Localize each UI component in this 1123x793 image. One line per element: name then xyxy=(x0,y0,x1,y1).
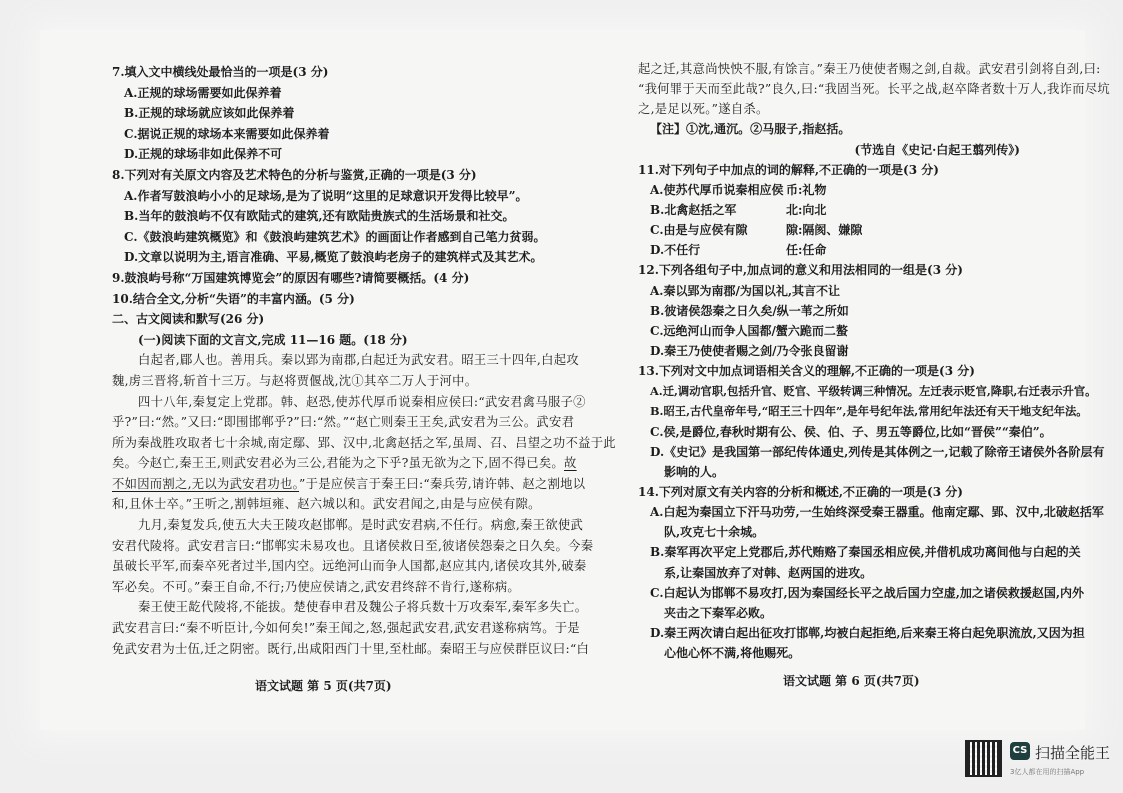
passage-text: 矣。今赵亡,秦王王,则武安君必为三公,君能为之下乎?虽无欲为之下,固不得已矣。 xyxy=(112,456,565,471)
q14-option-b-cont: 系,让秦国放弃了对韩、赵两国的进攻。 xyxy=(664,565,873,580)
section-heading: 二、古文阅读和默写(26 分) xyxy=(112,312,265,327)
q14-option-d-cont: 心他心怀不满,将他赐死。 xyxy=(664,646,801,661)
passage-line: 免武安君为士伍,迁之阴密。既行,出咸阳西门十里,至杜邮。秦昭王与应侯群臣议曰:“白 xyxy=(112,641,590,656)
passage-line xyxy=(112,453,577,474)
question-8: 8.下列对有关原文内容及艺术特色的分析与鉴赏,正确的一项是(3 分) xyxy=(112,167,477,182)
q11-option-a xyxy=(638,180,1050,200)
subsection-heading: (一)阅读下面的文言文,完成 11—16 题。(18 分) xyxy=(138,332,408,347)
page-footer-5: 语文试题 第 5 页(共7页) xyxy=(255,679,392,693)
question-7: 7.填入文中横线处最恰当的一项是(3 分) xyxy=(112,65,329,79)
q13-option-c: C.侯,是爵位,春秋时期有公、侯、伯、子、男五等爵位,比如“晋侯”“秦伯”。 xyxy=(650,424,1052,439)
option-gloss: 隙:隔阂、嫌隙 xyxy=(786,223,863,238)
passage-line: 魏,虏三晋将,斩首十三万。与赵将贾偃战,沈①其卒二万人于河中。 xyxy=(112,373,478,388)
q8-option-d: D.文章以说明为主,语言准确、平易,概览了鼓浪屿老房子的建筑样式及其艺术。 xyxy=(124,250,543,265)
passage-text: ”于是应侯言于秦王曰:“秦兵劳,请许韩、赵之割地以 xyxy=(299,476,586,491)
passage-line: 秦王使王龁代陵将,不能拔。楚使春申君及魏公子将兵数十万攻秦军,秦军多失亡。 xyxy=(138,600,588,615)
question-9: 9.鼓浪屿号称“万国建筑博览会”的原因有哪些?请简要概括。(4 分) xyxy=(112,270,470,285)
camscanner-logo-icon: CS xyxy=(1010,742,1030,760)
watermark-tagline: 3亿人都在用的扫描App xyxy=(1010,768,1085,776)
q8-option-b: B.当年的鼓浪屿不仅有欧陆式的建筑,还有欧陆贵族式的生活场景和社交。 xyxy=(124,209,515,224)
q14-option-c-cont: 夹击之下秦军必败。 xyxy=(664,605,773,620)
q8-option-a: A.作者写鼓浪屿小小的足球场,是为了说明“这里的足球意识开发得比较早”。 xyxy=(124,188,528,203)
q14-option-d: D.秦王两次请白起出征攻打邯郸,均被白起拒绝,后来秦王将白起免职流放,又因为担 xyxy=(650,625,1085,640)
option-sentence: B.北禽赵括之军 xyxy=(650,202,737,217)
q7-option-a: A.正规的球场需要如此保养着 xyxy=(124,85,282,100)
option-gloss: 北:向北 xyxy=(786,202,827,217)
question-12: 12.下列各组句子中,加点词的意义和用法相同的一组是(3 分) xyxy=(638,263,963,278)
page-6-column xyxy=(638,59,1111,663)
passage-line: 武安君言曰:“秦不听臣计,今如何矣!”秦王闻之,怒,强起武安君,武安君遂称病笃。于是 xyxy=(112,621,580,636)
passage-line: 四十八年,秦复定上党郡。韩、赵恐,使苏代厚币说秦相应侯曰:“武安君禽马服子② xyxy=(138,394,586,409)
passage-line: 所为秦战胜攻取者七十余城,南定鄢、郢、汉中,北禽赵括之军,虽周、召、吕望之功不益于此 xyxy=(112,435,616,450)
scanner-watermark xyxy=(965,740,1115,782)
q12-option-c: C.远绝河山而争人国都/蟹六跪而二螯 xyxy=(650,323,848,338)
passage-line: 九月,秦复发兵,使五大夫王陵攻赵邯郸。是时武安君病,不任行。病愈,秦王欲使武 xyxy=(138,518,584,533)
underlined-text: 不如因而割之,无以为武安君功也。 xyxy=(112,476,300,491)
q14-option-a-cont: 队,攻克七十余城。 xyxy=(664,525,765,540)
question-11: 11.对下列句子中加点的词的解释,不正确的一项是(3 分) xyxy=(638,162,939,177)
option-sentence: D.不任行 xyxy=(650,243,701,258)
q14-option-b: B.秦军再次平定上党郡后,苏代贿赂了秦国丞相应侯,并借机成功离间他与白起的关 xyxy=(650,545,1081,560)
q13-option-d-cont: 影响的人。 xyxy=(664,464,725,479)
q13-option-d: D.《史记》是我国第一部纪传体通史,列传是其体例之一,记载了除帝王诸侯外各阶层有 xyxy=(650,444,1105,459)
q12-option-b: B.彼诸侯怨秦之日久矣/纵一苇之所如 xyxy=(650,303,849,318)
q11-option-c xyxy=(638,220,1050,240)
passage-line: 起之迁,其意尚怏怏不服,有馀言。”秦王乃使使者赐之剑,自裁。武安君引剑将自刭,曰: xyxy=(638,62,1101,76)
passage-line: 安君代陵将。武安君言曰:“邯郸实未易攻也。且诸侯救日至,彼诸侯怨秦之日久矣。今秦 xyxy=(112,538,594,553)
annotation-note: 【注】①沈,通沉。②马服子,指赵括。 xyxy=(650,122,851,137)
q13-option-a: A.迁,调动官职,包括升官、贬官、平级转调三种情况。左迁表示贬官,降职,右迁表示升官。 xyxy=(650,384,1097,399)
passage-line: 之,是足以死。”遂自杀。 xyxy=(638,102,769,117)
passage-line: 乎?”曰:“然。”又曰:“即围邯郸乎?”曰:“然。”“赵亡则秦王王矣,武安君为三公。武安君 xyxy=(112,415,575,430)
q14-option-c: C.白起认为邯郸不易攻打,因为秦国经长平之战后国力空虚,加之诸侯救援赵国,内外 xyxy=(650,585,1085,600)
passage-line: 军必矣。不可。”秦王自命,不行;乃使应侯请之,武安君终辞不肯行,遂称病。 xyxy=(112,579,521,594)
q13-option-b: B.昭王,古代皇帝年号,“昭王三十四年”,是年号纪年法,常用纪年法还有天干地支纪年法。 xyxy=(650,404,1088,419)
passage-line xyxy=(112,474,586,495)
option-sentence: A.使苏代厚币说秦相应侯 xyxy=(650,182,784,197)
q7-option-c: C.据说正规的球场本来需要如此保养着 xyxy=(124,126,330,141)
q11-option-b xyxy=(638,200,1050,220)
q8-option-c: C.《鼓浪屿建筑概览》和《鼓浪屿建筑艺术》的画面让作者感到自己笔力贫弱。 xyxy=(124,229,546,244)
q7-option-d: D.正规的球场非如此保养不可 xyxy=(124,147,283,162)
q11-option-d xyxy=(638,240,1050,260)
passage-line: 虽破长平军,而秦卒死者过半,国内空。远绝河山而争人国都,赵应其内,诸侯攻其外,破秦 xyxy=(112,559,587,574)
option-gloss: 币:礼物 xyxy=(786,182,827,197)
question-10: 10.结合全文,分析“失语”的丰富内涵。(5 分) xyxy=(112,291,355,306)
page-footer-6: 语文试题 第 6 页(共7页) xyxy=(783,674,920,688)
question-14: 14.下列对原文有关内容的分析和概述,不正确的一项是(3 分) xyxy=(638,484,963,499)
q14-option-a: A.白起为秦国立下汗马功劳,一生始终深受秦王器重。他南定鄢、郢、汉中,北破赵括军 xyxy=(650,505,1104,520)
q12-option-a: A.秦以郢为南郡/为国以礼,其言不让 xyxy=(650,283,841,298)
q12-option-d: D.秦王乃使使者赐之剑/乃令张良留谢 xyxy=(650,343,849,358)
source-citation: (节选自《史记·白起王翦列传》) xyxy=(854,142,1020,157)
q7-option-b: B.正规的球场就应该如此保养着 xyxy=(124,106,295,121)
option-sentence: C.由是与应侯有隙 xyxy=(650,223,748,238)
passage-line: 白起者,郿人也。善用兵。秦以郢为南郡,白起迁为武安君。昭王三十四年,白起攻 xyxy=(138,353,579,368)
passage-line: “我何罪于天而至此哉?”良久,曰:“我固当死。长平之战,赵卒降者数十万人,我诈而尽坑 xyxy=(638,82,1111,97)
watermark-app-name: 扫描全能王 xyxy=(1035,744,1111,762)
page-5-column xyxy=(112,62,616,659)
qr-code-icon xyxy=(965,740,1002,777)
passage-line: 和,且休士卒。”王听之,割韩垣雍、赵六城以和。武安君闻之,由是与应侯有隙。 xyxy=(112,497,541,512)
underlined-text: 故 xyxy=(564,456,577,471)
option-gloss: 任:任命 xyxy=(786,243,827,258)
question-13: 13.下列对文中加点词语相关含义的理解,不正确的一项是(3 分) xyxy=(638,364,975,379)
